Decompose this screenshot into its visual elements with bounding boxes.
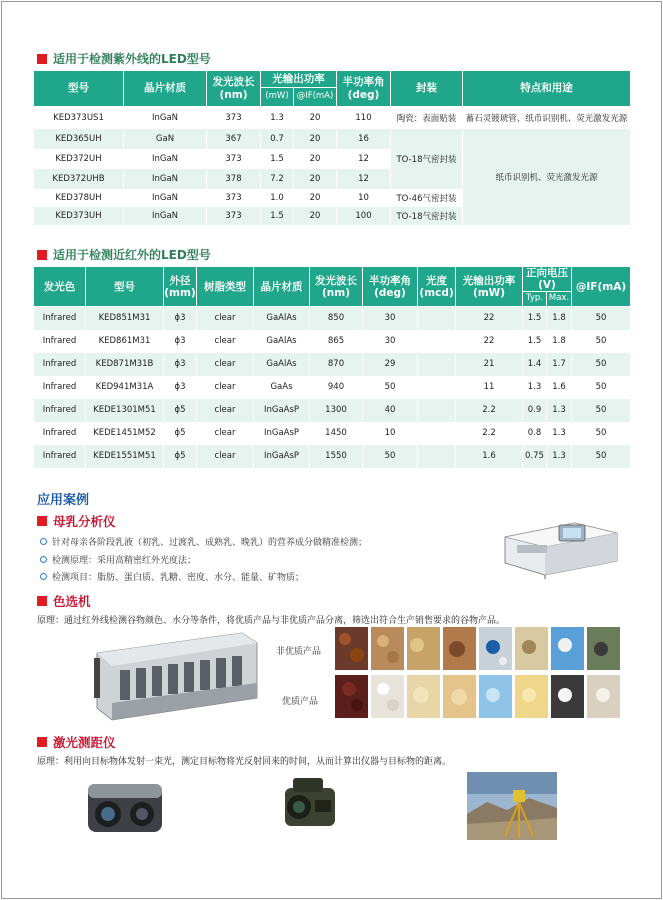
cell-material: GaAlAs xyxy=(254,307,310,330)
cell-material: InGaAsP xyxy=(254,422,310,445)
cell-power: 2.2 xyxy=(456,399,523,422)
table-row xyxy=(34,376,631,399)
cell-luminosity xyxy=(418,422,456,445)
cell-luminosity xyxy=(418,353,456,376)
merged-package-cell: TO-18气密封装 xyxy=(391,129,463,189)
cell-angle: 29 xyxy=(363,353,418,376)
cell-luminosity xyxy=(418,307,456,330)
cell-color: Infrared xyxy=(34,422,86,445)
table-row: KED373UH InGaN 373 1.5 20 100 TO-18气密封装 xyxy=(34,207,631,225)
cell-diameter: ϕ5 xyxy=(164,399,197,422)
cell-diameter: ϕ3 xyxy=(164,330,197,353)
cell-power: 21 xyxy=(456,353,523,376)
col-header-model: 型号 xyxy=(34,71,124,107)
cell-angle: 30 xyxy=(363,330,418,353)
cell-max: 1.3 xyxy=(547,399,572,422)
cell-power: 2.2 xyxy=(456,422,523,445)
cell-diameter: ϕ3 xyxy=(164,307,197,330)
cell-max: 1.7 xyxy=(547,353,572,376)
surveying-tripod-image xyxy=(467,772,557,840)
cell-model: KEDE1301M51 xyxy=(86,399,164,422)
cell-model: KED851M31 xyxy=(86,307,164,330)
cell-max: 1.6 xyxy=(547,376,572,399)
milk-analyzer-title: 母乳分析仪 xyxy=(37,512,116,530)
table-row: KED372UHB InGaN 378 7.2 20 12 xyxy=(34,169,631,189)
cell-material: GaAlAs xyxy=(254,353,310,376)
cell-material: GaAlAs xyxy=(254,330,310,353)
cell-wavelength: 865 xyxy=(310,330,363,353)
col-header-usage: 特点和用途 xyxy=(463,71,631,107)
red-square-icon xyxy=(37,250,47,260)
cell-material: GaAs xyxy=(254,376,310,399)
cell-luminosity xyxy=(418,445,456,468)
col-header-material: 晶片材质 xyxy=(124,71,207,107)
red-square-icon xyxy=(37,737,47,747)
bullet-icon xyxy=(40,573,47,580)
bullet-icon xyxy=(40,538,47,545)
table-row xyxy=(34,445,631,468)
cell-resin: clear xyxy=(197,307,254,330)
cell-if: 50 xyxy=(572,399,631,422)
cell-resin: clear xyxy=(197,399,254,422)
cell-color: Infrared xyxy=(34,445,86,468)
cell-color: Infrared xyxy=(34,307,86,330)
cell-diameter: ϕ3 xyxy=(164,353,197,376)
table-row xyxy=(34,422,631,445)
cell-wavelength: 870 xyxy=(310,353,363,376)
cell-model: KEDE1551M51 xyxy=(86,445,164,468)
bad-grain-row xyxy=(335,627,620,670)
col-header-angle: 半功率角 (deg) xyxy=(363,267,418,307)
col-header-typ: Typ. xyxy=(523,292,547,307)
cell-angle: 30 xyxy=(363,307,418,330)
cell-typ: 1.5 xyxy=(523,330,547,353)
table-row xyxy=(34,353,631,376)
cell-color: Infrared xyxy=(34,330,86,353)
table-row: KED365UH GaN 367 0.7 20 16 TO-18气密封装 纸币识别机、荧光激发光源 xyxy=(34,129,631,149)
col-header-color: 发光色 xyxy=(34,267,86,307)
col-header-power: 光输出功率 xyxy=(261,71,337,88)
cell-if: 50 xyxy=(572,422,631,445)
col-header-power-if: @IF(mA) xyxy=(294,88,337,107)
cell-max: 1.8 xyxy=(547,330,572,353)
col-header-luminosity: 光度 (mcd) xyxy=(418,267,456,307)
cell-model: KED871M31B xyxy=(86,353,164,376)
good-grain-row xyxy=(335,675,620,718)
cell-luminosity xyxy=(418,376,456,399)
cell-typ: 1.3 xyxy=(523,376,547,399)
col-header-wavelength: 发光波长 (nm) xyxy=(207,71,261,107)
cell-wavelength: 1450 xyxy=(310,422,363,445)
cell-model: KEDE1451M52 xyxy=(86,422,164,445)
cell-angle: 10 xyxy=(363,422,418,445)
list-item: 检测原理：采用高精密红外光度法； xyxy=(40,553,196,566)
cell-resin: clear xyxy=(197,445,254,468)
cell-luminosity xyxy=(418,330,456,353)
cell-diameter: ϕ3 xyxy=(164,376,197,399)
merged-usage-cell: 纸币识别机、荧光激发光源 xyxy=(463,129,631,225)
red-square-icon xyxy=(37,596,47,606)
cell-wavelength: 850 xyxy=(310,307,363,330)
col-header-wavelength: 发光波长 (nm) xyxy=(310,267,363,307)
good-product-label: 优质产品 xyxy=(282,697,319,707)
table-row xyxy=(34,330,631,353)
list-item: 针对母亲各阶段乳液（初乳、过渡乳、成熟乳、晚乳）的营养成分做精准检测； xyxy=(40,535,367,548)
cell-model: KED941M31A xyxy=(86,376,164,399)
table-row: KED372UH InGaN 373 1.5 20 12 xyxy=(34,149,631,169)
color-sorter-machine-image xyxy=(92,628,262,723)
sorter-principle: 原理：通过红外线检测谷物颜色、水分等条件，将优质产品与非优质产品分离，筛选出符合生产销售要求的谷物产品。 xyxy=(37,616,506,626)
cell-typ: 0.75 xyxy=(523,445,547,468)
red-square-icon xyxy=(37,54,47,64)
cell-max: 1.8 xyxy=(547,307,572,330)
cell-if: 50 xyxy=(572,307,631,330)
col-header-power: 光输出功率 (mW) xyxy=(456,267,523,307)
col-header-model: 型号 xyxy=(86,267,164,307)
uv-section-title: 适用于检测紫外线的LED型号 xyxy=(37,50,211,67)
cell-typ: 1.4 xyxy=(523,353,547,376)
list-item: 检测项目：脂肪、蛋白质、乳糖、密度、水分、能量、矿物质； xyxy=(40,570,304,583)
cell-typ: 0.8 xyxy=(523,422,547,445)
cell-luminosity xyxy=(418,399,456,422)
cell-resin: clear xyxy=(197,376,254,399)
cell-color: Infrared xyxy=(34,353,86,376)
cell-angle: 40 xyxy=(363,399,418,422)
col-header-power-mw: (mW) xyxy=(261,88,294,107)
rangefinder-1-image xyxy=(82,770,172,842)
cell-power: 22 xyxy=(456,307,523,330)
milk-analyzer-image xyxy=(497,515,622,580)
red-square-icon xyxy=(37,516,47,526)
col-header-if: @IF(mA) xyxy=(572,267,631,307)
cell-power: 22 xyxy=(456,330,523,353)
cell-typ: 1.5 xyxy=(523,307,547,330)
cell-resin: clear xyxy=(197,330,254,353)
grain-samples-image xyxy=(335,627,627,719)
col-header-voltage: 正向电压 (V) xyxy=(523,267,572,292)
uv-led-table xyxy=(33,70,631,225)
cell-diameter: ϕ5 xyxy=(164,445,197,468)
cell-if: 50 xyxy=(572,330,631,353)
cell-resin: clear xyxy=(197,353,254,376)
cell-model: KED861M31 xyxy=(86,330,164,353)
cell-resin: clear xyxy=(197,422,254,445)
bullet-icon xyxy=(40,556,47,563)
cell-material: InGaAsP xyxy=(254,445,310,468)
cell-if: 50 xyxy=(572,445,631,468)
cell-power: 1.6 xyxy=(456,445,523,468)
cell-wavelength: 1300 xyxy=(310,399,363,422)
col-header-max: Max. xyxy=(547,292,572,307)
bad-product-label: 非优质产品 xyxy=(276,647,322,657)
col-header-angle: 半功率角 (deg) xyxy=(337,71,391,107)
cell-typ: 0.9 xyxy=(523,399,547,422)
col-header-diameter: 外径 (mm) xyxy=(164,267,197,307)
cell-power: 11 xyxy=(456,376,523,399)
table-row: KED373US1 InGaN 373 1.3 20 110 陶瓷：表面贴装 蓄石灵镀琥管、纸币识别机、荧光激发光源 xyxy=(34,107,631,129)
cell-if: 50 xyxy=(572,353,631,376)
col-header-resin: 树脂类型 xyxy=(197,267,254,307)
table-row xyxy=(34,307,631,330)
col-header-package: 封装 xyxy=(391,71,463,107)
cell-if: 50 xyxy=(572,376,631,399)
ir-led-table xyxy=(33,266,631,468)
rangefinder-principle: 原理：利用向目标物体发射一束光，测定目标物将光反射回来的时间，从而计算出仪器与目标物的距离。 xyxy=(37,757,452,767)
cell-color: Infrared xyxy=(34,399,86,422)
cell-max: 1.3 xyxy=(547,445,572,468)
table-row: KED378UH InGaN 373 1.0 20 10 TO-46气密封装 xyxy=(34,189,631,207)
cell-color: Infrared xyxy=(34,376,86,399)
cell-max: 1.3 xyxy=(547,422,572,445)
col-header-material: 晶片材质 xyxy=(254,267,310,307)
table-row xyxy=(34,399,631,422)
rangefinder-2-image xyxy=(275,770,345,840)
color-sorter-title: 色选机 xyxy=(37,592,91,610)
cell-angle: 50 xyxy=(363,445,418,468)
ir-section-title: 适用于检测近红外的LED型号 xyxy=(37,246,211,263)
cell-wavelength: 1550 xyxy=(310,445,363,468)
applications-title: 应用案例 xyxy=(37,493,90,508)
cell-diameter: ϕ5 xyxy=(164,422,197,445)
cell-angle: 50 xyxy=(363,376,418,399)
cell-wavelength: 940 xyxy=(310,376,363,399)
cell-material: InGaAsP xyxy=(254,399,310,422)
rangefinder-title: 激光测距仪 xyxy=(37,733,116,751)
